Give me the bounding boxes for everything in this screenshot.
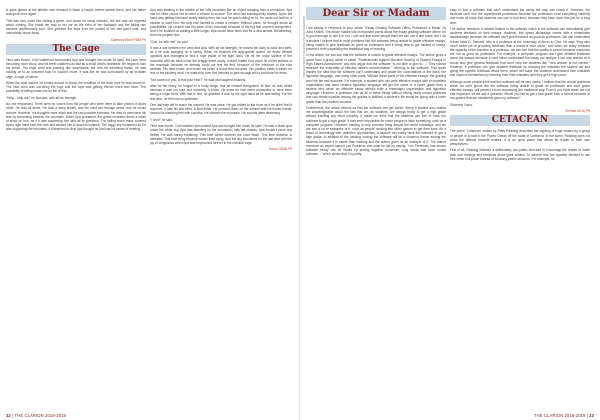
story-paragraph: "I won!" he said.	[150, 117, 173, 122]
letter-signoff: Sincerely Yours,	[450, 102, 473, 107]
story-paragraph: "Help... help me!" he shouted, with all his strength.	[6, 95, 78, 100]
story-paragraph: After he felt ready, he lunged to a rocky ledge, that he himself recognised. At first, he was afraid because it was not sure and suddenly, it broke. He knew he had never proceeded to have been taking a major blow. With that in him, he grabbed a rock by his right hand as he was falling. For the first time, he felt hold so optimistic.	[150, 84, 292, 101]
right-column-1	[306, 26, 446, 410]
letter-paragraph: The author mentions a notable feature in the software which is the software can immediately give students feedback on their essays. However, this speed advantage comes with a remarkable disadvantage because the software can't give feedback as good as professors. We can understand it from Mark D. Shermis' who is a professor at the University of Akron in Ohio. He says "they also much better job of providing feedback than a machine ever could," and when we really compare the capacity of the machine to a professor, we can see that the quality is correct because machines are not as good as professors. For example, a computer program don't give detailed feedback about the essays because it can't either understand the essay nor analyze it but only checks so it would also give general feedback that won't help the students like "Your answer is not correct." However, a professor can give detailed feedback by showing the mistakes the student did and giving the specific feedback about them, which will make the students understand their mistakes and improve themselves by learning from their mistakes until they get a high score.	[450, 27, 590, 78]
story-paragraph: "Not scared of you. Is this your best?" he said and laughed insanely.	[150, 77, 246, 82]
right-column-2	[450, 8, 590, 410]
right-footer	[534, 413, 594, 418]
story-paragraph: It was a war between the wind and Apa. With all his strength, he moved his body to back and forth, as if he was swinging on a swing. When he reached the appropriate speed, he threw himself upwards and managed to find a rope inside of his right hand. He hit the rocky surface of the mountain with his back under the craggy sheet cavity. It didn't matter how much he hit the surface of the mountain because he already could not feel his feet, because of the influence of the cold weather. His nails broke, and inside his heart, a blood flow occurred. His position made it easier for rest of the blustery wind. He waited for over five minutes to gain enough will to conclude his fears.	[150, 46, 292, 76]
right-page	[300, 0, 600, 420]
left-column-1	[6, 8, 146, 410]
story-paragraph: "God, be with me!" he said.	[150, 39, 189, 44]
footer-publication: THE CLARION 2018-2019	[14, 413, 66, 418]
section-side-tab: VOICES FROM THE ENGLISH CLASSROOM	[302, 8, 306, 78]
letter-paragraph: easy to fool a software that can't understand the essay but only can check it. However, the students can't fool the experienced professors because the professors read everything carefully and know all tricks that students can use to fool them because they have done this just for a long time.	[450, 8, 590, 25]
essay-paragraph: First of all, Reading followed a deliberately non-poetic structure to encourage the reader to make their own feelings and emotions about giant whales. To achieve this, the speaker decided to use free verse in a prose instead of following poetic structure. For example, he	[450, 148, 590, 161]
article-title-the-cage: The Cage	[6, 44, 146, 55]
footer-sep: |	[12, 413, 14, 418]
left-footer	[6, 413, 66, 418]
story-paragraph: When the wind waned, he turned around to check the condition of the thick rope he was bound to. The hard wind was corroding the rope and the rope was getting thinner more and more. The possibility of falling made him be full of fear.	[6, 81, 146, 94]
intro-paragraph: This was very much like visiting a grave, and worse for many reasons; but she was not regretful about coming. She made her way to her car as the echo of her footsteps and the falling rain became unoffensively loud. She grabbed the keys from the pocket of her rain-spent coat, and unhurriedly drove away.	[6, 18, 146, 36]
article-title-cetacean: CETACEAN	[450, 115, 590, 126]
story-paragraph: Time was frozen. Cold weather surrounded Apa and brought him under its spell. He was a black spot under the white sky. Apa was standing on the mountain's lofty flat plateau. Apa couldn't move any further. He was barely breathing. This time winter covered the color black. This time ambition is defeated. This time living became harder than dying. And the sky thundered for the last time with the joy of vengeance when Apa was imprisoned forever in the invisible cage.	[150, 124, 292, 145]
left-column-2	[150, 8, 292, 410]
footer-sep: |	[586, 413, 588, 418]
story-paragraph: No one responded. There were no voices from the people who were there to take photos of Apa's climb. He was all alone. He took a deep breath, and his mind ran through about how he would survive. However, his thoughts were stuck and the last possible scenario. He tried to overcome his fear by screaming towards the mountain. When Apa screamed, the grand mountain threw a mass of snow on him, as if it was answering him with all its grandeur. The falling snow mass covered Apa's right hand from the rock and caused him to lose his balance. The foggy sky thundered as if it was supporting the mountain. It thundered so that Apa thought he had lost his sense of hearing.	[6, 102, 146, 132]
page-number: 23	[589, 413, 594, 418]
author-credit: Sumrunni Bose P3A4 P5	[110, 37, 146, 42]
story-paragraph: Apa was shaking in the middle of the lofty mountain like an object hanging from a pendulum. Apa had no other choice but to need a miracle to survive. The wind had subsequently ceased. Apa's left hand was getting tired and slowly sliding from the rock he was holding on to. He could not wait for a miracle to save him. He only had himself to create a miracle. Without panic, he thought about all possibilities. He couldn't see the base of the mountain because of the fog that covered everywhere. And if he insisted on waiting a little longer, Apa would have been lost for a wild animal. Breathlessly, from his purplish lips:	[150, 8, 292, 38]
letter-paragraph: Furthermore, the article informs us that the software can get fooled. Being a student also makes me knowledgeable about the fact that we, as students, are always trying to get a high grade without exerting any effort possibly. It made me think that the students can fool or hack the software to get a high grade. It was seen impossible for some people to hack something, such as a computer program. However, hacking is very common thing around the world nowadays, and we are see a lot of examples of it, such as people hacking into video games to get their lives. As a result of technology with unlimited opportunities, a student can easily hack the software to get a high grade. In addition to the hacking, fooling the software will be a common choice among the students because it is easier than hacking and the author gives us an example of it. The author mentions an expert named Les Perelman and what he did by saying: "Les Perelman, has shown software essay can be fooled by putting together nonsense, long words that have fooled software..." which shows that it is pretty	[306, 106, 446, 157]
letter-paragraph: Although some people think that this software will be very useful, I believe that the crucial problems which we can't ignore like the software being unable to grade an professors and can't grade effective essays, will prevent it from surpassing the traditional way. Even if you think these are not that important, let me ask a question: Would you like to get a bad grade from a school because of low grades that are mistakenly given by software?	[450, 79, 590, 101]
intro-paragraph: A quick glance at the athletic men dressed in black a couple metres behind them, and her father was gone once again.	[6, 8, 146, 17]
letter-paragraph: I am writing in response to your article "Essay Grading Software Offers Professors a Break" by Juha Kristell. The article makes lots of important points about the essay grading software where I'm in good enough to use it or not. I can see that some people think we can use it and some don't. As a student I believe that in most problems like the software being unable to grade effective essays, being unable to give feedback as good as professors and it being able to get hacked or fooled, prevent it from surpassing the traditional way of learning.	[306, 26, 446, 52]
footer-publication: THE CLARION 2018-2019	[533, 413, 586, 418]
author-credit: Yunus OZAN P5	[268, 147, 292, 152]
page-number: 22	[6, 413, 11, 418]
letter-paragraph: In the article, we can see that the software is unable to grade effective essays. The author gives a quote from a group which is called "Professionals Against Machine Scoring of Student Essays in High-Stakes Assessment" and who argue that the software "is not able to give to ..." They cannot measure the essentials of effective written communication," referring to the software. This quote implies the idea that the software can't understand and grade the connotations of the word, the figurative language, and many other parts. Without these parts of the effective essays, the grading won't be fair and accurate. For example, a student who can write effective essays with an excellent organization and used creative figurative language will get the same or a lower grade than a student who wrote an effective essay without both a meaningful organization and figurative language. However, a professor can do all of these things without having really crucial problems that can create injustice among the grades in addition a student's life would be going with a lower grade than the planned success.	[306, 53, 446, 104]
story-paragraph: Time was frozen. Cold waterfront surrounded Apa and brought him under its spell. His jaws were becoming more stuck, and his teeth chattered as fast as a small child's heartbeat. He began to lose his sense. The frigid wind was pushing him downwards, but with his trembling hands, he was holding on to an unsorted rock he couldn't move. It was like he was surrounded by an invisible cage. A cage of nature.	[6, 57, 146, 79]
essay-paragraph: The poem "Cetacean" written by Peter Reading describes the sighting of huge whales by a group of people in a boat in the Pacific Ocean off the coast of California. In the poem, Reading does not show the attitude towards whales. It is an open poem that allows its reader to their own perspectives.	[450, 129, 590, 147]
story-paragraph: One last step left to reach the summit. He was close. He got chilled to the bone as if he didn't feel it anymore. It was his last effort. A final flutter. He pressed down on the summit with his frozen hands, moved his bleeding feet with success. He climbed the mountain. His sounds were deafening.	[150, 103, 292, 116]
author-credit: Ecehan KILIÇ P5	[565, 109, 590, 114]
article-title-dear-sir: Dear Sir or Madam	[306, 7, 446, 20]
